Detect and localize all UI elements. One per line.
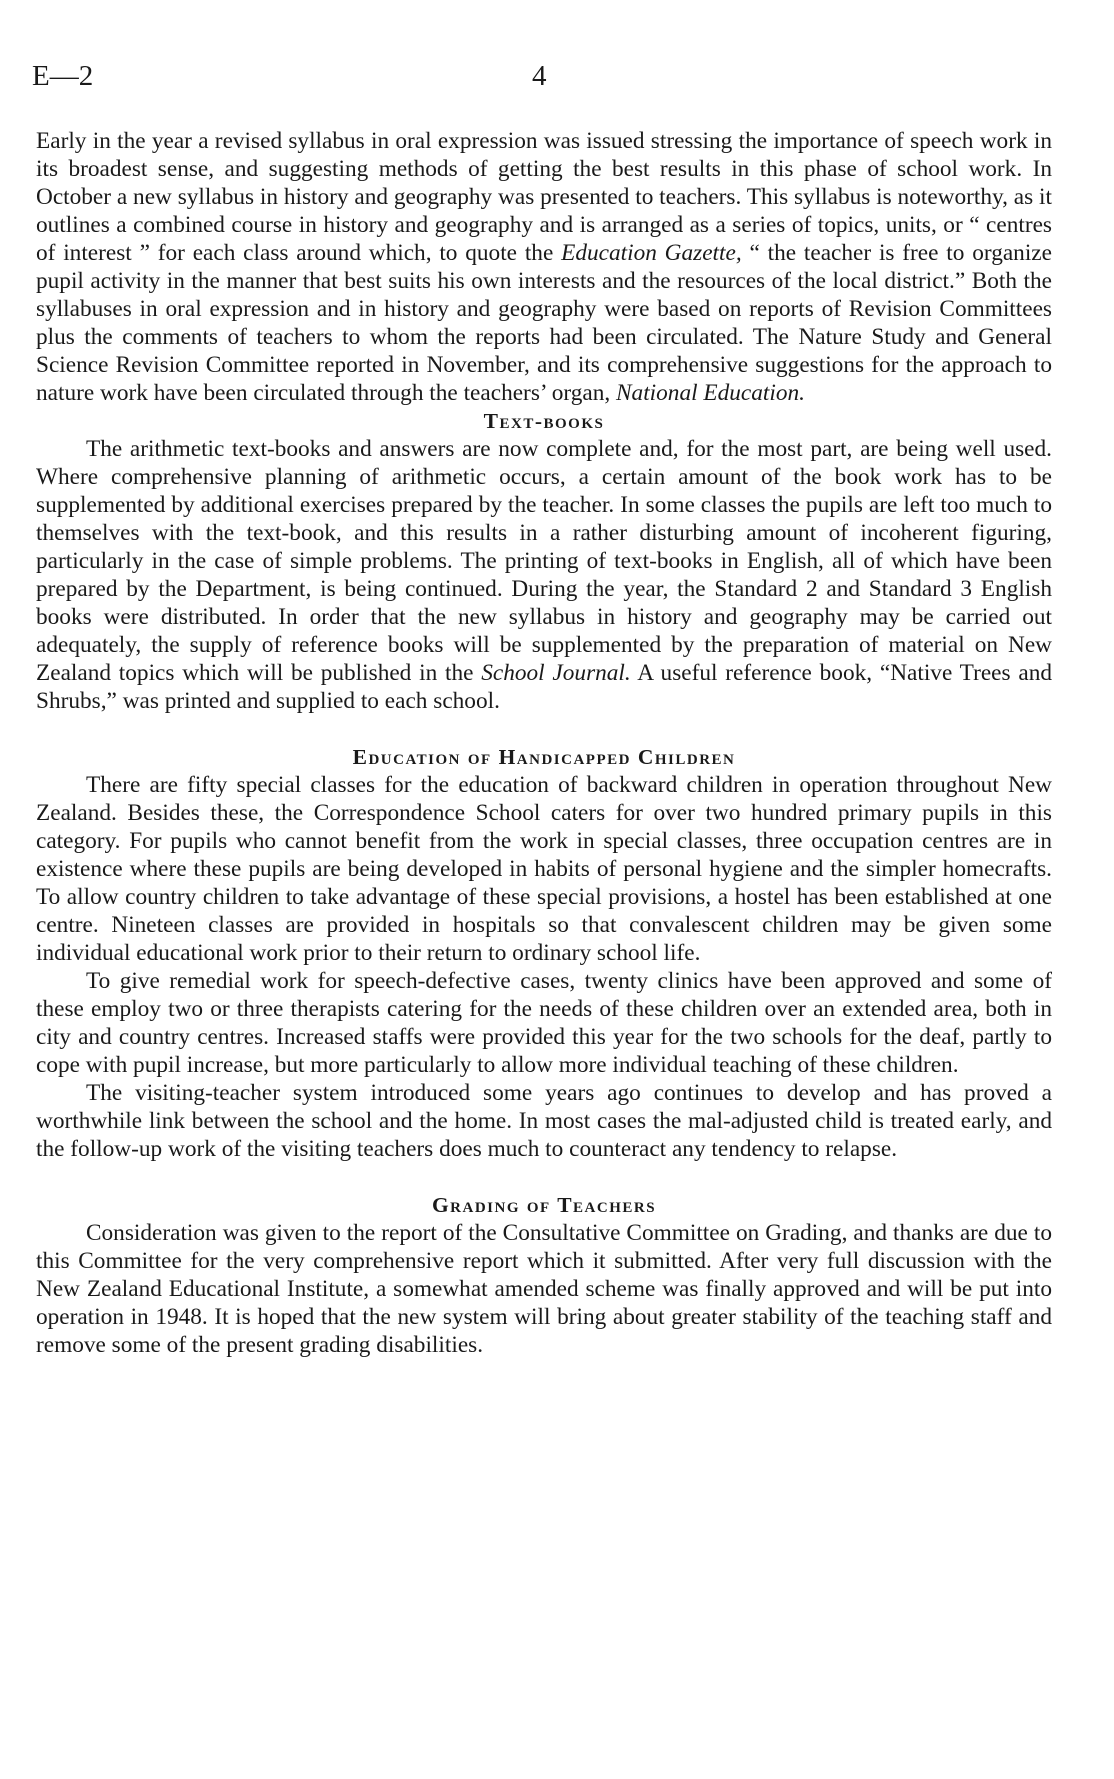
textbooks-text-end: A useful reference book, “Native Trees and Shrubs,” was printed and supplied to each school. [36,660,1052,714]
page-body [36,127,1052,1359]
handicapped-paragraph-3: The visiting-teacher system introduced some years ago continues to develop and has proved a worthwhile link between the school and the home. In most cases the mal-adjusted child is treated early, and the follow-up work of the visiting teachers does much to counteract any tendency to relapse. [36,1080,1052,1162]
textbooks-heading: Text-books [483,409,605,433]
education-gazette-title: Education Gazette, [561,240,742,266]
section-spacer [36,715,1052,743]
national-education-title: National Education. [616,380,805,406]
handicapped-heading: Education of Handicapped Children [352,745,736,769]
textbooks-paragraph [36,435,1052,715]
gazette-quote-text: “ the teacher is free to organize pupil activity in the manner that best suits his own interests and the resources of the local district.” Both the syllabuses in oral expression and in history and geography were based on reports of Revision Committees plus the comments of teachers to whom the reports had been circulated. The Nature Study and General Science Revision Committee reported in November, and its comprehensive suggestions for the approach to nature work have been circulated through the teachers’ organ, [36,240,1052,406]
report-reference: E—2 [32,60,94,92]
page-number: 4 [532,60,547,92]
intro-text: Early in the year a revised syllabus in oral expression was issued stressing the importance of speech work in its broadest sense, and suggesting methods of getting the best results in this phase of school work. In October a new syllabus in history and geography was presented to teachers. This syllabus is noteworthy, as it outlines a combined course in history and geography and is arranged as a series of topics, units, or “ centres of interest ” for each class around which, to quote the [36,128,1052,266]
handicapped-paragraph-1: There are fifty special classes for the education of backward children in operation throughout New Zealand. Besides these, the Correspondence School caters for over two hundred primary pupils in this category. For pupils who cannot benefit from the work in special classes, three occupation centres are in existence where these pupils are being developed in habits of personal hygiene and the simpler homecrafts. To allow country children to take advantage of these special provisions, a hostel has been established at one centre. Nineteen classes are provided in hospitals so that convalescent children may be given some individual educational work prior to their return to ordinary school life. [36,772,1052,966]
textbooks-text: The arithmetic text-books and answers are now complete and, for the most part, are being well used. Where comprehensive planning of arithmetic occurs, a certain amount of the book work has to be supplemented by additional exercises prepared by the teacher. In some classes the pupils are left too much to themselves with the text-book, and this results in a rather disturbing amount of incoherent figuring, particularly in the case of simple problems. The printing of text-books in English, all of which have been prepared by the Department, is being continued. During the year, the Standard 2 and Standard 3 English books were distributed. In order that the new syllabus in history and geography may be carried out adequately, the supply of reference books will be supplemented by the preparation of material on New Zealand topics which will be published in the [36,436,1052,686]
section-spacer [36,1163,1052,1191]
intro-paragraph [36,127,1052,407]
school-journal-title: School Journal. [481,660,631,686]
grading-heading: Grading of Teachers [431,1193,657,1217]
page-header [32,60,1052,100]
handicapped-paragraph-2: To give remedial work for speech-defective cases, twenty clinics have been approved and some of these employ two or three therapists catering for the needs of these children over an extended area, both in city and country centres. Increased staffs were provided this year for the two schools for the deaf, partly to cope with pupil increase, but more particularly to allow more individual teaching of these children. [36,968,1052,1078]
grading-paragraph: Consideration was given to the report of the Consultative Committee on Grading, and thanks are due to this Committee for the very comprehensive report which it submitted. After very full discussion with the New Zealand Educational Institute, a somewhat amended scheme was finally approved and will be put into operation in 1948. It is hoped that the new system will bring about greater stability of the teaching staff and remove some of the present grading disabilities. [36,1220,1052,1358]
